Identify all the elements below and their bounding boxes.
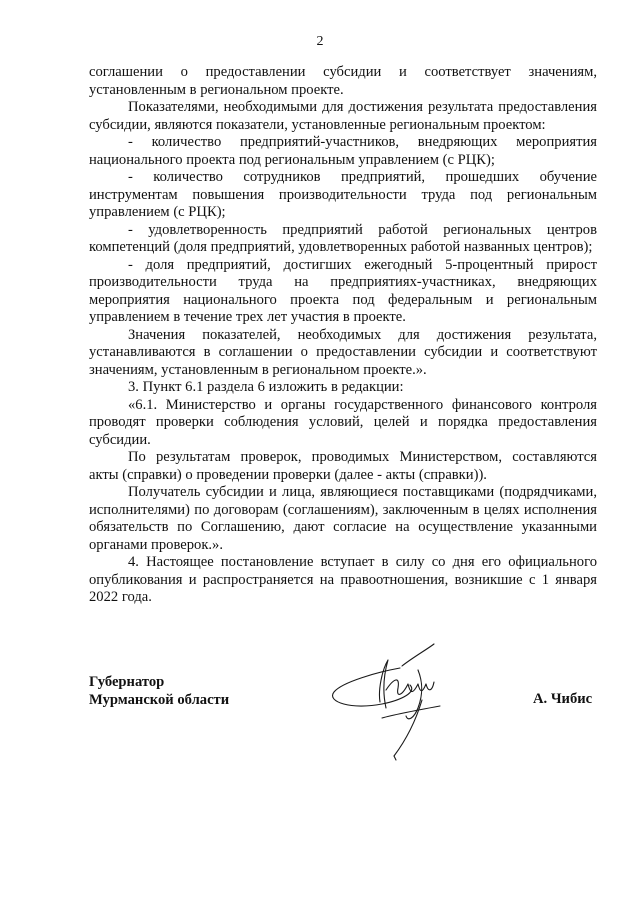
handwritten-signature: [322, 630, 472, 770]
signatory-position-line: Губернатор: [89, 674, 165, 690]
paragraph: Значения показателей, необходимых для достижения результата, устанавливаются в соглашении о предоставлении субсидии и соответствуют значениям, установленным в региональном проекте.».: [89, 326, 597, 378]
list-item: - количество предприятий-участников, внедряющих мероприятия национального проекта под региональным управлением (с РЦК);: [89, 134, 597, 168]
list-item: - доля предприятий, достигших ежегодный 5-процентный прирост производительности труда на предприятиях-участниках, внедряющих мероприятия национального проекта под федеральным и региональным управлением в течение трех лет участия в проекте.: [89, 256, 597, 325]
paragraph: 3. Пункт 6.1 раздела 6 изложить в редакции:: [128, 379, 404, 395]
paragraph: Получатель субсидии и лица, являющиеся поставщиками (подрядчиками, исполнителями) по договорам (соглашениям), заключенным в целях исполнения обязательств по Соглашению, дают согласие на осуществление указанными органами проверок.».: [89, 484, 597, 553]
paragraph: Показателями, необходимыми для достижения результата предоставления субсидии, являются показатели, установленные региональным проектом:: [89, 99, 597, 133]
list-item: - удовлетворенность предприятий работой региональных центров компетенций (доля предприятий, удовлетворенных работой названных центров);: [89, 221, 597, 255]
signatory-position: [89, 673, 229, 709]
document-body: [89, 64, 597, 607]
paragraph: 4. Настоящее постановление вступает в силу со дня его официального опубликования и распространяется на правоотношения, возникшие с 1 января 2022 года.: [89, 554, 597, 605]
paragraph: соглашении о предоставлении субсидии и соответствует значениям, установленным в региональном проекте.: [89, 64, 597, 98]
list-item: - количество сотрудников предприятий, прошедших обучение инструментам повышения производительности труда под региональным управлением (с РЦК);: [89, 169, 597, 220]
page-number: 2: [316, 34, 324, 49]
signatory-name: А. Чибис: [533, 691, 593, 707]
paragraph: «6.1. Министерство и органы государственного финансового контроля проводят проверки соблюдения условий, целей и порядка предоставления субсидии.: [89, 396, 597, 448]
paragraph: По результатам проверок, проводимых Министерством, составляются акты (справки) о проведении проверки (далее - акты (справки)).: [89, 449, 597, 483]
signatory-position-line: Мурманской области: [89, 692, 230, 708]
